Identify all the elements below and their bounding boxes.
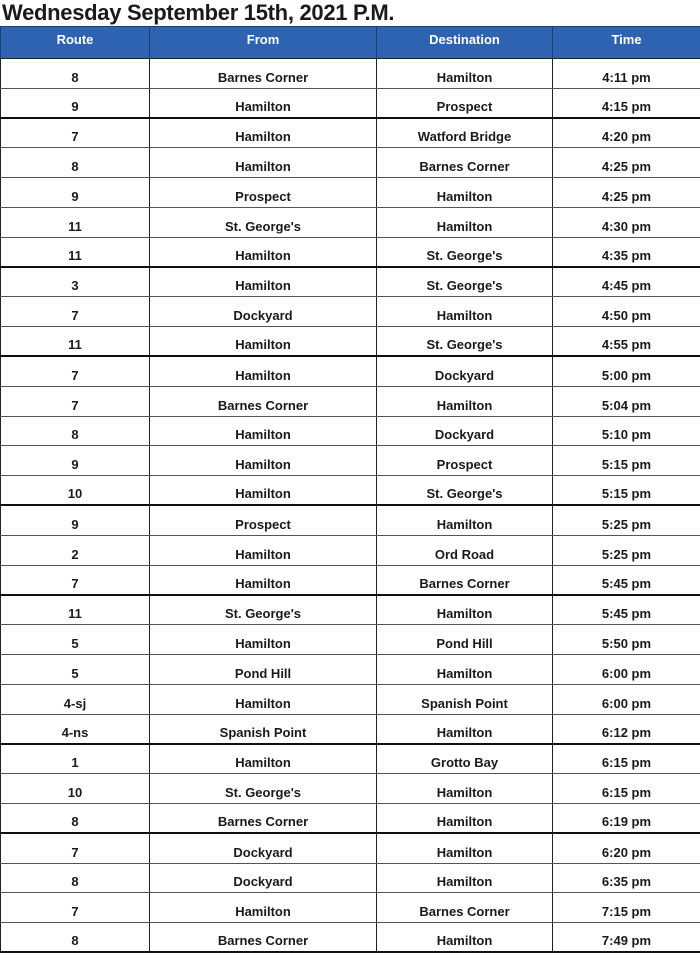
route-cell: 8: [1, 803, 150, 833]
destination-cell: Hamilton: [377, 654, 553, 684]
table-row: [1, 923, 700, 953]
time-cell: 7:15 pm: [553, 893, 700, 923]
time-cell: 4:55 pm: [553, 327, 700, 357]
time-cell: 5:10 pm: [553, 416, 700, 446]
route-cell: 7: [1, 893, 150, 923]
route-cell: 7: [1, 386, 150, 416]
route-cell: 8: [1, 148, 150, 178]
from-cell: Dockyard: [150, 833, 377, 863]
table-row: [1, 59, 700, 89]
destination-cell: Pond Hill: [377, 625, 553, 655]
destination-cell: Grotto Bay: [377, 744, 553, 774]
destination-cell: Hamilton: [377, 59, 553, 89]
table-row: [1, 416, 700, 446]
destination-cell: Barnes Corner: [377, 565, 553, 595]
column-header-route: Route: [1, 27, 150, 59]
column-header-from: From: [150, 27, 377, 59]
table-row: [1, 476, 700, 506]
route-cell: 4-sj: [1, 684, 150, 714]
table-row: [1, 863, 700, 893]
destination-cell: Hamilton: [377, 505, 553, 535]
time-cell: 5:00 pm: [553, 356, 700, 386]
table-row: [1, 118, 700, 148]
destination-cell: Hamilton: [377, 774, 553, 804]
destination-cell: Hamilton: [377, 803, 553, 833]
table-row: [1, 356, 700, 386]
route-cell: 5: [1, 654, 150, 684]
time-cell: 4:11 pm: [553, 59, 700, 89]
from-cell: Hamilton: [150, 148, 377, 178]
table-row: [1, 833, 700, 863]
table-row: [1, 595, 700, 625]
table-row: [1, 744, 700, 774]
schedule-title: Wednesday September 15th, 2021 P.M.: [0, 0, 700, 26]
table-row: [1, 297, 700, 327]
time-cell: 4:15 pm: [553, 88, 700, 118]
from-cell: Barnes Corner: [150, 59, 377, 89]
time-cell: 5:25 pm: [553, 535, 700, 565]
table-row: [1, 625, 700, 655]
time-cell: 4:35 pm: [553, 237, 700, 267]
route-cell: 11: [1, 595, 150, 625]
time-cell: 6:19 pm: [553, 803, 700, 833]
from-cell: Hamilton: [150, 744, 377, 774]
route-cell: 8: [1, 863, 150, 893]
time-cell: 5:15 pm: [553, 446, 700, 476]
time-cell: 6:20 pm: [553, 833, 700, 863]
time-cell: 4:20 pm: [553, 118, 700, 148]
route-cell: 7: [1, 118, 150, 148]
route-cell: 9: [1, 178, 150, 208]
bus-schedule-table: [0, 26, 700, 953]
from-cell: Hamilton: [150, 118, 377, 148]
table-row: [1, 774, 700, 804]
header-row: [1, 27, 700, 59]
destination-cell: Hamilton: [377, 297, 553, 327]
route-cell: 7: [1, 565, 150, 595]
route-cell: 11: [1, 207, 150, 237]
destination-cell: Hamilton: [377, 386, 553, 416]
destination-cell: Barnes Corner: [377, 893, 553, 923]
table-row: [1, 148, 700, 178]
route-cell: 9: [1, 446, 150, 476]
from-cell: Hamilton: [150, 327, 377, 357]
table-row: [1, 178, 700, 208]
table-row: [1, 535, 700, 565]
table-row: [1, 88, 700, 118]
time-cell: 6:35 pm: [553, 863, 700, 893]
from-cell: Hamilton: [150, 684, 377, 714]
from-cell: Hamilton: [150, 356, 377, 386]
destination-cell: Dockyard: [377, 416, 553, 446]
time-cell: 7:49 pm: [553, 923, 700, 953]
from-cell: St. George's: [150, 595, 377, 625]
from-cell: Dockyard: [150, 297, 377, 327]
time-cell: 5:45 pm: [553, 595, 700, 625]
destination-cell: Spanish Point: [377, 684, 553, 714]
from-cell: Hamilton: [150, 893, 377, 923]
time-cell: 5:50 pm: [553, 625, 700, 655]
from-cell: Barnes Corner: [150, 923, 377, 953]
table-row: [1, 207, 700, 237]
table-header: [1, 27, 700, 59]
destination-cell: Hamilton: [377, 833, 553, 863]
route-cell: 9: [1, 88, 150, 118]
destination-cell: Dockyard: [377, 356, 553, 386]
route-cell: 4-ns: [1, 714, 150, 744]
route-cell: 1: [1, 744, 150, 774]
table-row: [1, 565, 700, 595]
time-cell: 4:30 pm: [553, 207, 700, 237]
from-cell: St. George's: [150, 207, 377, 237]
destination-cell: Hamilton: [377, 595, 553, 625]
from-cell: Dockyard: [150, 863, 377, 893]
time-cell: 4:25 pm: [553, 178, 700, 208]
from-cell: Hamilton: [150, 237, 377, 267]
table-row: [1, 327, 700, 357]
destination-cell: St. George's: [377, 237, 553, 267]
from-cell: Prospect: [150, 505, 377, 535]
destination-cell: Hamilton: [377, 714, 553, 744]
time-cell: 4:50 pm: [553, 297, 700, 327]
time-cell: 5:04 pm: [553, 386, 700, 416]
destination-cell: Hamilton: [377, 923, 553, 953]
time-cell: 5:15 pm: [553, 476, 700, 506]
destination-cell: Ord Road: [377, 535, 553, 565]
time-cell: 6:15 pm: [553, 744, 700, 774]
table-body: [1, 59, 700, 953]
from-cell: Hamilton: [150, 416, 377, 446]
from-cell: Prospect: [150, 178, 377, 208]
route-cell: 8: [1, 59, 150, 89]
column-header-time: Time: [553, 27, 700, 59]
from-cell: Hamilton: [150, 565, 377, 595]
route-cell: 10: [1, 476, 150, 506]
destination-cell: St. George's: [377, 267, 553, 297]
route-cell: 7: [1, 356, 150, 386]
route-cell: 3: [1, 267, 150, 297]
route-cell: 8: [1, 416, 150, 446]
destination-cell: Hamilton: [377, 207, 553, 237]
destination-cell: Hamilton: [377, 178, 553, 208]
table-row: [1, 714, 700, 744]
table-row: [1, 803, 700, 833]
table-row: [1, 505, 700, 535]
destination-cell: St. George's: [377, 476, 553, 506]
destination-cell: Prospect: [377, 446, 553, 476]
from-cell: Hamilton: [150, 476, 377, 506]
destination-cell: Prospect: [377, 88, 553, 118]
from-cell: Spanish Point: [150, 714, 377, 744]
from-cell: St. George's: [150, 774, 377, 804]
from-cell: Hamilton: [150, 88, 377, 118]
route-cell: 2: [1, 535, 150, 565]
destination-cell: Barnes Corner: [377, 148, 553, 178]
from-cell: Barnes Corner: [150, 386, 377, 416]
table-row: [1, 267, 700, 297]
table-row: [1, 446, 700, 476]
time-cell: 4:45 pm: [553, 267, 700, 297]
from-cell: Pond Hill: [150, 654, 377, 684]
column-header-destination: Destination: [377, 27, 553, 59]
from-cell: Barnes Corner: [150, 803, 377, 833]
from-cell: Hamilton: [150, 535, 377, 565]
destination-cell: Watford Bridge: [377, 118, 553, 148]
time-cell: 6:00 pm: [553, 654, 700, 684]
route-cell: 11: [1, 237, 150, 267]
table-row: [1, 893, 700, 923]
time-cell: 4:25 pm: [553, 148, 700, 178]
route-cell: 5: [1, 625, 150, 655]
route-cell: 11: [1, 327, 150, 357]
time-cell: 6:00 pm: [553, 684, 700, 714]
from-cell: Hamilton: [150, 446, 377, 476]
destination-cell: St. George's: [377, 327, 553, 357]
route-cell: 10: [1, 774, 150, 804]
route-cell: 7: [1, 833, 150, 863]
time-cell: 5:25 pm: [553, 505, 700, 535]
from-cell: Hamilton: [150, 267, 377, 297]
table-row: [1, 684, 700, 714]
table-row: [1, 386, 700, 416]
time-cell: 6:15 pm: [553, 774, 700, 804]
route-cell: 9: [1, 505, 150, 535]
table-row: [1, 237, 700, 267]
route-cell: 7: [1, 297, 150, 327]
destination-cell: Hamilton: [377, 863, 553, 893]
table-row: [1, 654, 700, 684]
from-cell: Hamilton: [150, 625, 377, 655]
route-cell: 8: [1, 923, 150, 953]
time-cell: 5:45 pm: [553, 565, 700, 595]
time-cell: 6:12 pm: [553, 714, 700, 744]
